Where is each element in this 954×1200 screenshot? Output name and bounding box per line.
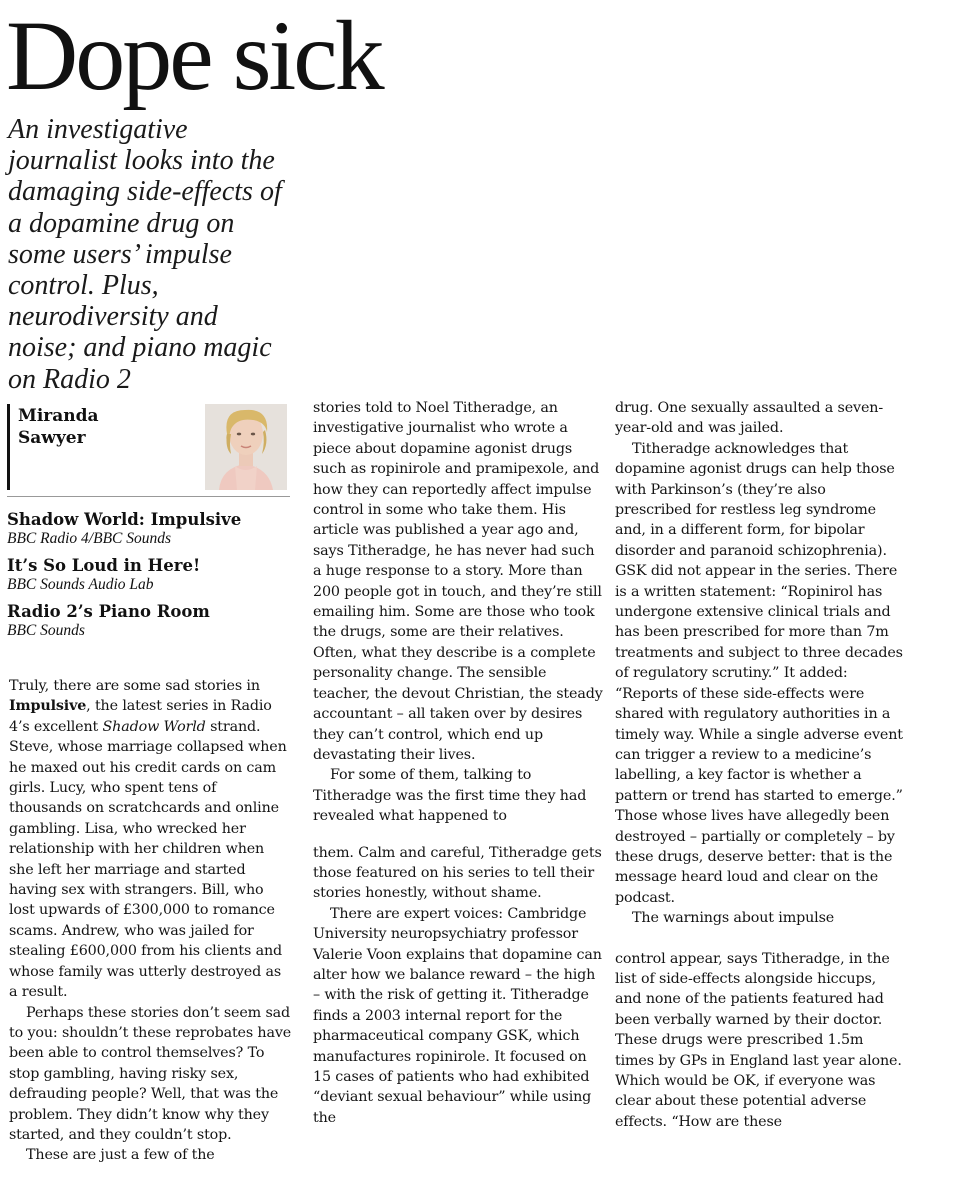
standfirst: An investigative journalist looks into the damaging side-effects of a dopamine drug on some users’ impulse control. Plus, neurodiversity and noise; and piano magic on Radio 2	[8, 114, 282, 395]
body-paragraph: For some of them, talking to Titheradge was the first time they had revealed what happened to	[313, 767, 587, 825]
programme-name: Impulsive	[9, 698, 87, 715]
body-paragraph: them. Calm and careful, Titheradge gets those featured on his series to tell their stories honestly, without shame.	[313, 844, 602, 902]
divider-rule	[7, 496, 290, 497]
body-paragraph: There are expert voices: Cambridge University neuropsychiatry professor Valerie Voon explains that dopamine can alter how we balance reward – the high – with the risk of getting it. Titheradge finds a 2003 internal report for the pharmaceutical company GSK, which manufactures ropinirole. It focused on 15 cases of patients who had exhibited “deviant sexual behaviour” while using the	[313, 905, 602, 1126]
headline: Dope sick	[6, 0, 382, 111]
body-paragraph: stories told to Noel Titheradge, an investigative journalist who wrote a piece about dopamine agonist drugs such as ropinirole and pramipexole, and how they can reportedly affect impulse control in some who take them. His article was published a year ago and, says Titheradge, he has never had such a huge response to a story. More than 200 people got in touch, and they’re still emailing him. Some are those who took the drugs, some are their relatives. Often, what they describe is a complete personality change. The sensible teacher, the devout Christian, the steady accountant – all taken over by desires they can’t control, which end up devastating their lives.	[313, 400, 603, 763]
body-paragraph: control appear, says Titheradge, in the list of side-effects alongside hiccups, and none of the patients featured had been verbally warned by their doctor. These drugs were prescribed 1.5m times by GPs in England last year alone. Which would be OK, if everyone was clear about these potential adverse effects. “How are these	[615, 950, 902, 1130]
body-paragraph: drug. One sexually assaulted a seven-year-old and was jailed.	[615, 400, 884, 437]
body-text: strand. Steve, whose marriage collapsed when he maxed out his credit cards on cam girls. Lucy, who spent tens of thousands on scratchcards and online gambling. Lisa, who wrecked her relationship with her children when she left her marriage and started having sex with strangers. Bill, who lost upwards of £300,000 to romance scams. Andrew, who was jailed for stealing £600,000 from his clients and whose family was utterly destroyed as a result.	[9, 718, 287, 1001]
author-portrait-image	[205, 404, 287, 490]
review-station: BBC Sounds Audio Lab	[7, 576, 154, 593]
reviews-list	[7, 509, 292, 647]
body-paragraph: These are just a few of the	[26, 1147, 215, 1164]
body-paragraph: The warnings about impulse	[632, 910, 835, 927]
body-paragraph: Titheradge acknowledges that dopamine agonist drugs can help those with Parkinson’s (they’re also prescribed for restless leg syndrome and, in a different form, for bipolar disorder and paranoid schizophrenia). GSK did not appear in the series. There is a written statement: “Ropinirol has undergone extensive clinical trials and has been prescribed for more than 7m treatments and subject to three decades of regulatory scrutiny.” It added: “Reports of these side-effects were shared with regulatory authorities in a timely way. While a single adverse event can trigger a review to a medicine’s labelling, a key factor is whether a pattern or trend has started to emerge.” Those whose lives have allegedly been destroyed – partially or completely – by these drugs, deserve better: that is the message heard loud and clear on the podcast.	[615, 440, 903, 906]
body-column-2	[313, 398, 603, 1128]
review-title: It’s So Loud in Here!	[7, 556, 201, 575]
author-photo	[205, 404, 287, 490]
body-column-1	[9, 676, 293, 1166]
review-station: BBC Sounds	[7, 622, 85, 639]
body-text: Truly, there are some sad stories in	[9, 678, 260, 694]
review-title: Shadow World: Impulsive	[7, 510, 242, 529]
strand-name: Shadow World	[102, 718, 206, 735]
byline	[18, 405, 99, 449]
review-station: BBC Radio 4/BBC Sounds	[7, 530, 172, 547]
byline-last-name: Sawyer	[18, 428, 86, 448]
byline-bar	[7, 404, 10, 490]
body-paragraph: Perhaps these stories don’t seem sad to you: shouldn’t these reprobates have been able to control themselves? To stop gambling, having risky sex, defrauding people? Well, that was the problem. They didn’t know why they started, and they couldn’t stop.	[9, 1004, 292, 1143]
review-title: Radio 2’s Piano Room	[7, 602, 210, 621]
byline-first-name: Miranda	[18, 406, 99, 426]
body-text: , the latest series in Radio 4’s excellent	[9, 698, 272, 735]
body-column-3	[615, 398, 905, 1132]
body-paragraph	[9, 676, 293, 1003]
